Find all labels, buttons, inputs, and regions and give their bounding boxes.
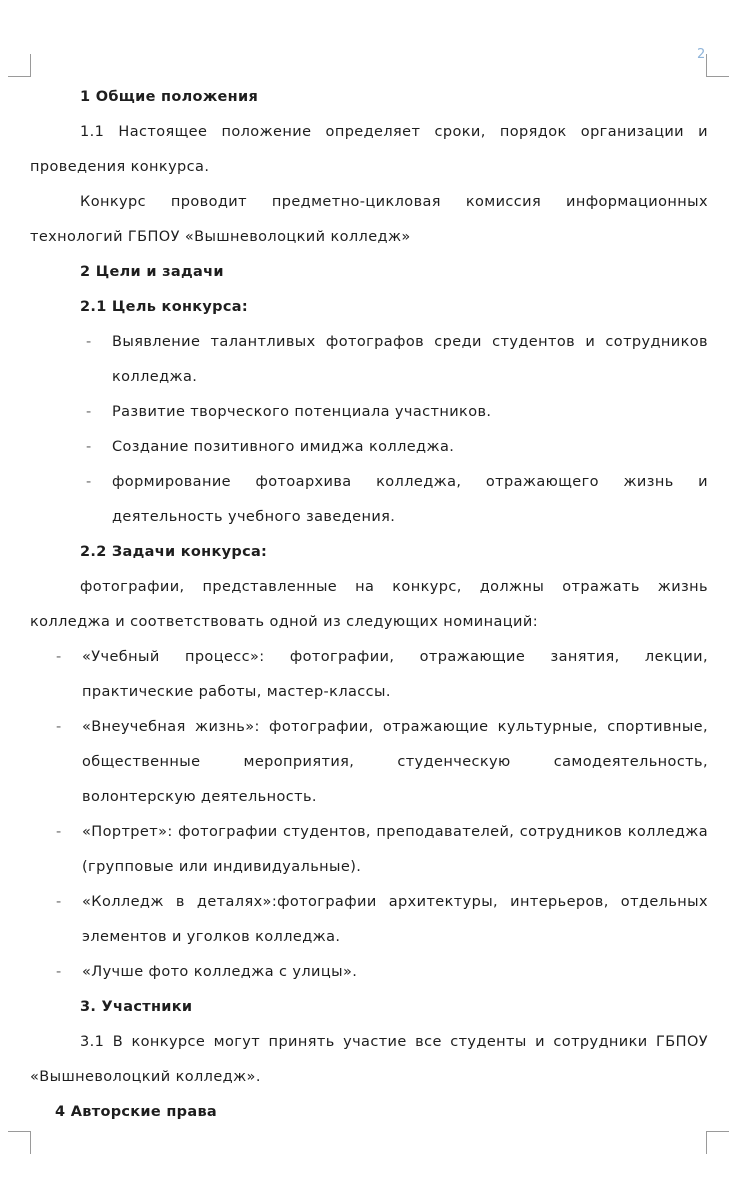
list-dash: - — [86, 439, 92, 455]
goals-list — [30, 325, 708, 535]
list-item — [30, 465, 708, 535]
section-2-1-heading: 2.1 Цель конкурса: — [80, 299, 248, 315]
nomination-text: «Портрет»: фотографии студентов, преподавателей, сотрудников колледжа (групповые или индивидуальные). — [82, 824, 708, 875]
list-item — [30, 430, 708, 465]
nomination-text: «Колледж в деталях»:фотографии архитектуры, интерьеров, отдельных элементов и уголков колледжа. — [82, 894, 708, 945]
section-1-paragraph-2: Конкурс проводит предметно-цикловая комиссия информационных технологий ГБПОУ «Вышневолоцкий колледж» — [30, 194, 708, 245]
section-3-paragraph-1: 3.1 В конкурсе могут принять участие все студенты и сотрудники ГБПОУ «Вышневолоцкий колледж». — [30, 1034, 708, 1085]
section-3-heading: 3. Участники — [80, 999, 193, 1015]
nominations-list — [30, 640, 708, 990]
list-item — [30, 710, 708, 815]
goal-text: Выявление талантливых фотографов среди студентов и сотрудников колледжа. — [112, 334, 708, 385]
goal-text: Развитие творческого потенциала участников. — [112, 404, 492, 420]
goal-text: Создание позитивного имиджа колледжа. — [112, 439, 455, 455]
section-2-heading: 2 Цели и задачи — [80, 264, 224, 280]
page-corner-mark-bottom-left — [8, 1131, 31, 1154]
list-dash: - — [56, 964, 62, 980]
section-2-2-heading: 2.2 Задачи конкурса: — [80, 544, 268, 560]
list-dash: - — [86, 334, 92, 350]
nomination-text: «Лучше фото колледжа с улицы». — [82, 964, 358, 980]
list-item — [30, 955, 708, 990]
section-4-heading: 4 Авторские права — [55, 1104, 218, 1120]
list-dash: - — [56, 894, 62, 910]
list-item — [30, 325, 708, 395]
tasks-intro-paragraph: фотографии, представленные на конкурс, должны отражать жизнь колледжа и соответствовать одной из следующих номинаций: — [30, 579, 708, 630]
nomination-text: «Учебный процесс»: фотографии, отражающие занятия, лекции, практические работы, мастер-классы. — [82, 649, 708, 700]
page-corner-mark-top-right — [706, 54, 729, 77]
section-1-heading: 1 Общие положения — [80, 89, 259, 105]
list-dash: - — [56, 824, 62, 840]
list-dash: - — [56, 649, 62, 665]
list-dash: - — [86, 404, 92, 420]
nomination-text: «Внеучебная жизнь»: фотографии, отражающие культурные, спортивные, общественные мероприятия, студенческую самодеятельность, волонтерскую деятельность. — [82, 719, 708, 805]
goal-text: формирование фотоархива колледжа, отражающего жизнь и деятельность учебного заведения. — [112, 474, 708, 525]
list-item — [30, 395, 708, 430]
list-item — [30, 885, 708, 955]
page-corner-mark-top-left — [8, 54, 31, 77]
section-1-paragraph-1: 1.1 Настоящее положение определяет сроки, порядок организации и проведения конкурса. — [30, 124, 708, 175]
list-item — [30, 640, 708, 710]
list-dash: - — [86, 474, 92, 490]
page-number: 2 — [697, 47, 706, 62]
list-item — [30, 815, 708, 885]
list-dash: - — [56, 719, 62, 735]
page-corner-mark-bottom-right — [706, 1131, 729, 1154]
document-body — [30, 80, 708, 1130]
